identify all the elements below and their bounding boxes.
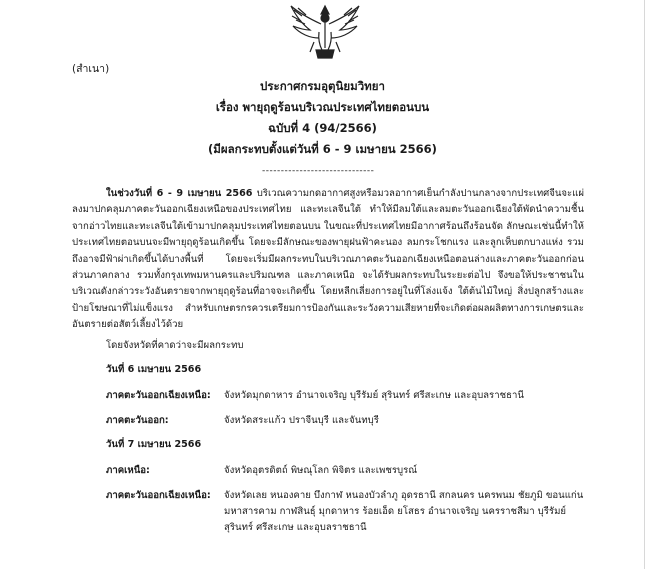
body-lead: ในช่วงวันที่ 6 - 9 เมษายน 2566 xyxy=(106,188,253,199)
day-label-7-april: วันที่ 7 เมษายน 2566 xyxy=(106,439,202,450)
region-provinces: จังหวัดอุตรดิตถ์ พิษณุโลก พิจิตร และเพชรบูรณ์ xyxy=(224,465,418,476)
heading-line-subject: เรื่อง พายุฤดูร้อนบริเวณประเทศไทยตอนบน xyxy=(215,100,430,114)
region-label: ภาคตะวันออกเฉียงเหนือ: xyxy=(106,390,211,401)
copy-label: (สำเนา) xyxy=(72,63,110,75)
region-label: ภาคตะวันออกเฉียงเหนือ: xyxy=(106,490,211,501)
announcement-heading xyxy=(0,76,645,160)
body-paragraph: บริเวณความกดอากาศสูงหรือมวลอากาศเย็นกำลังปานกลางจากประเทศจีนจะแผ่ลงมาปกคลุมภาคตะวันออกเฉียงเหนือของประเทศไทย และทะเลจีนใต้ ทำให้มีลมใต้และลมตะวันออกเฉียงใต้พัดนำความชื้นจากอ่าวไทยและทะเลจีนใต้เข้ามาปกคลุมประเทศไทยตอนบน ในขณะที่ประเทศไทยมีอากาศร้อนถึงร้อนจัด ลักษณะเช่นนี้ทำให้ประเทศไทยตอนบนจะมีพายุฤดูร้อนเกิดขึ้น โดยจะมีลักษณะของพายุฝนฟ้าคะนอง ลมกระโชกแรง และลูกเห็บตกบางแห่ง รวมถึงอาจมีฟ้าผ่าเกิดขึ้นได้บางพื้นที่ โดยจะเริ่มมีผลกระทบในบริเวณภาคตะวันออกเฉียงเหนือตอนล่างและภาคตะวันออกก่อน ส่วนภาคกลาง รวมทั้งกรุงเทพมหานครและปริมณฑล และภาคเหนือ จะได้รับผลกระทบในระยะต่อไป จึงขอให้ประชาชนในบริเวณดังกล่าวระวังอันตรายจากพายุฤดูร้อนที่อาจจะเกิดขึ้น โดยหลีกเลี่ยงการอยู่ในที่โล่งแจ้ง ใต้ต้นไม้ใหญ่ สิ่งปลูกสร้างและป้ายโฆษณาที่ไม่แข็งแรง สำหรับเกษตรกรควรเตรียมการป้องกันและระวังความเสียหายที่จะเกิดต่อผลผลิตทางการเกษตรและอันตรายต่อสัตว์เลี้ยงไว้ด้วย xyxy=(72,188,584,331)
heading-line-agency: ประกาศกรมอุตุนิยมวิทยา xyxy=(260,79,385,93)
heading-line-issue: ฉบับที่ 4 (94/2566) xyxy=(268,121,377,135)
region-label: ภาคตะวันออก: xyxy=(106,415,169,426)
region-label: ภาคเหนือ: xyxy=(106,465,150,476)
separator-line: ------------------------------ xyxy=(262,166,375,176)
region-provinces: จังหวัดสระแก้ว ปราจีนบุรี และจันทบุรี xyxy=(224,415,379,426)
affected-provinces-intro: โดยจังหวัดที่คาดว่าจะมีผลกระทบ xyxy=(106,340,244,351)
heading-line-effective: (มีผลกระทบตั้งแต่วันที่ 6 - 9 เมษายน 2566) xyxy=(208,142,437,156)
garuda-emblem-icon xyxy=(288,2,362,62)
day-label-6-april: วันที่ 6 เมษายน 2566 xyxy=(106,364,202,375)
region-provinces: จังหวัดเลย หนองคาย บึงกาฬ หนองบัวลำภู อุดรธานี สกลนคร นครพนม ชัยภูมิ ขอนแก่น มหาสารคาม กาฬสินธุ์ มุกดาหาร ร้อยเอ็ด ยโสธร อำนาจเจริญ นครราชสีมา บุรีรัมย์ สุรินทร์ ศรีสะเกษ และอุบลราชธานี xyxy=(224,490,584,533)
announcement-body xyxy=(72,186,584,334)
region-provinces: จังหวัดมุกดาหาร อำนาจเจริญ บุรีรัมย์ สุรินทร์ ศรีสะเกษ และอุบลราชธานี xyxy=(224,390,524,401)
